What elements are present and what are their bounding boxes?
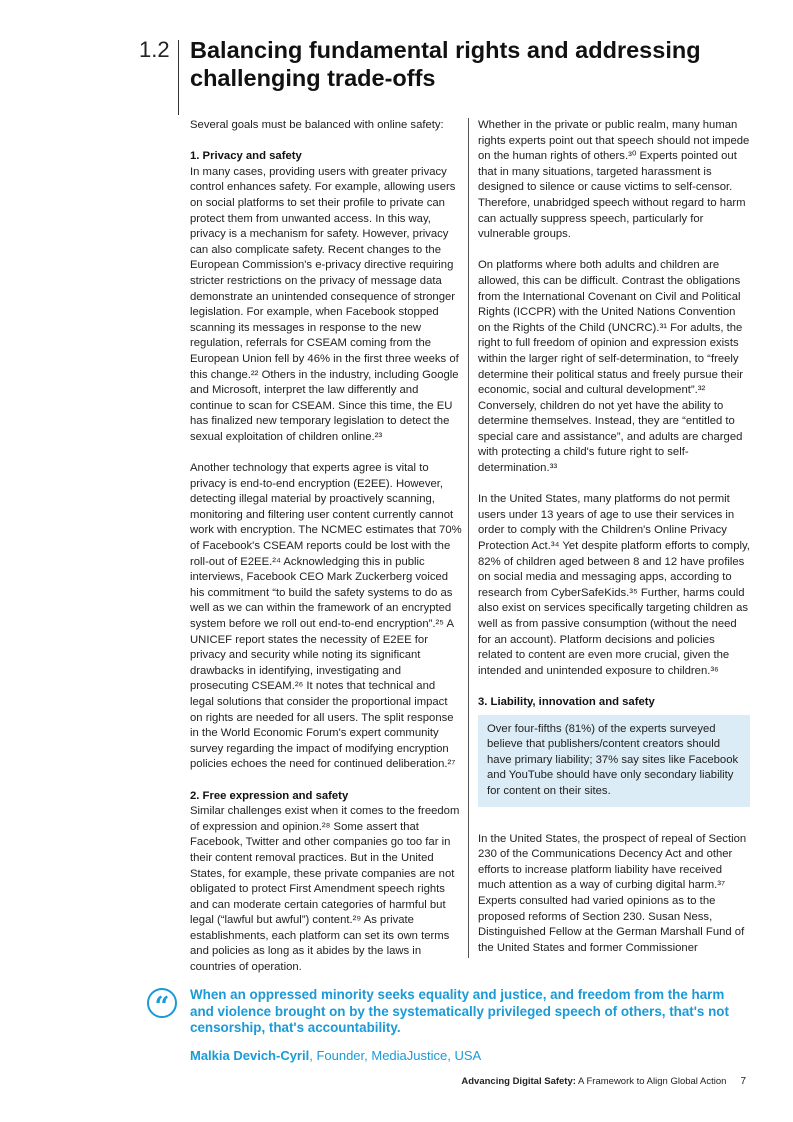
footer-report-title: Advancing Digital Safety:: [461, 1076, 576, 1087]
quote-author: Malkia Devich-Cyril: [190, 1048, 310, 1063]
heading-free-expression: 2. Free expression and safety: [190, 789, 349, 802]
section-number: 1.2: [139, 37, 170, 62]
heading-liability: 3. Liability, innovation and safety: [478, 695, 655, 708]
heading-privacy-safety: 1. Privacy and safety: [190, 150, 302, 163]
paragraph-free-expression: Similar challenges exist when it comes to the freedom of expression and opinion.²⁸ Some assert that Facebook, Twitter and other companies go too far in their content removal practices. But in the United States, for example, these private companies are not obligated to protect First Amendment speech rights and can moderate certain categories of harmful but legal (“lawful but awful”) content.²⁹ As private establishments, each platform can set its own terms and policies as long as it abides by the laws in countries of operation.: [190, 805, 460, 974]
paragraph-privacy: In many cases, providing users with greater privacy control enhances safety. For example, allowing users on social platforms to set their profile to private can protect them from unwanted access. In this way, privacy is a mechanism for safety. However, privacy can also complicate safety. Recent changes to the European Commission's e-privacy directive requiring stricter restrictions on the privacy of message data demonstrate an unintended consequence of stronger legislation. For example, when Facebook stopped scanning its messages in response to the new regulation, referrals for CSEAM coming from the European Union fell by 46% in the first three weeks of this change.²² Others in the industry, including Google and Microsoft, interpret the law differently and continue to scan for CSEAM. Since this time, the EU has finalized new temporary legislation to detect the sexual exploitation of children online.²³: [190, 165, 459, 443]
page-title: Balancing fundamental rights and addressing challenging trade-offs: [190, 37, 701, 91]
left-column: [190, 118, 462, 991]
page-footer: [461, 1076, 746, 1087]
paragraph-us-platforms: In the United States, many platforms do not permit users under 13 years of age to use their services in order to comply with the Children's Online Privacy Protection Act.³⁴ Yet despite platform efforts to comply, 82% of children aged between 8 and 12 have profiles on social media and messaging apps, according to research from CyberSafeKids.³⁵ Further, harms could also exist on services specifically targeting children as well as from passive consumption (without the need for an account). Platform decisions and policies related to content are even more crucial, given the intended and unintended exposure to children.³⁶: [478, 493, 750, 677]
column-divider: [468, 118, 469, 958]
quote-mark-icon: “: [147, 988, 177, 1018]
right-column: [478, 118, 750, 972]
survey-callout-box: Over four-fifths (81%) of the experts surveyed believe that publishers/content creators should have primary liability; 37% say sites like Facebook and YouTube should have only secondary liability for content on their sites.: [478, 715, 750, 807]
quote-attribution: [190, 1048, 481, 1063]
paragraph-human-rights: Whether in the private or public realm, many human rights experts point out that speech should not impede on the human rights of others.³⁰ Experts pointed out that in many situations, targeted harassment is designed to silence or cause victims to self-censor. Therefore, unabridged speech without regard to harm can actually suppress speech, particularly for vulnerable groups.: [478, 119, 750, 241]
paragraph-encryption: Another technology that experts agree is vital to privacy is end-to-end encryption (E2EE). However, detecting illegal material by proactively scanning, monitoring and filtering user content currently cannot work with encryption. The NCMEC estimates that 70% of Facebook's CSEAM reports could be lost with the roll-out of E2EE.²⁴ Acknowledging this in public interviews, Facebook CEO Mark Zuckerberg voiced his commitment “to build the safety systems to do as well as we can within the framework of an encrypted system before we roll out end-to-end encryption”.²⁵ A UNICEF report states the necessity of E2EE for privacy and security while noting its significant drawbacks in identifying, investigating and prosecuting CSEAM.²⁶ It notes that technical and legal solutions that consider the proportional impact on rights are needed for all users. The split response in the World Economic Forum's expert community survey regarding the impact of modifying encryption policies echoes the need for continued deliberation.²⁷: [190, 462, 462, 771]
pull-quote: When an oppressed minority seeks equality and justice, and freedom from the harm and violence brought on by the systematically privileged speech of others, that's not censorship, that's accountability.: [190, 987, 729, 1035]
title-divider: [178, 40, 179, 115]
page-number: 7: [740, 1076, 746, 1087]
intro-text: Several goals must be balanced with online safety:: [190, 119, 444, 131]
paragraph-section-230: In the United States, the prospect of repeal of Section 230 of the Communications Decency Act and other efforts to increase platform liability have received much attention as a way of curbing digital harm.³⁷ Experts consulted had varied opinions as to the proposed reforms of Section 230. Susan Ness, Distinguished Fellow at the German Marshall Fund of the United States and former Commissioner: [478, 832, 747, 954]
footer-subtitle: A Framework to Align Global Action: [575, 1076, 727, 1087]
quote-author-role: , Founder, MediaJustice, USA: [309, 1048, 482, 1063]
paragraph-adults-children: On platforms where both adults and children are allowed, this can be difficult. Contrast the obligations from the International Covenant on Civil and Political Rights (ICCPR) with the United Nations Convention on the Rights of the Child (UNCRC).³¹ For adults, the right to full freedom of opinion and expression exists within the larger right of self-determination, to “freely determine their political status and freely pursue their economic, social and cultural development”.³² Conversely, children do not yet have the ability to determine themselves. Instead, they are “entitled to special care and assistance”, and adults are charged with protecting a child's future right to self-determination.³³: [478, 259, 743, 475]
